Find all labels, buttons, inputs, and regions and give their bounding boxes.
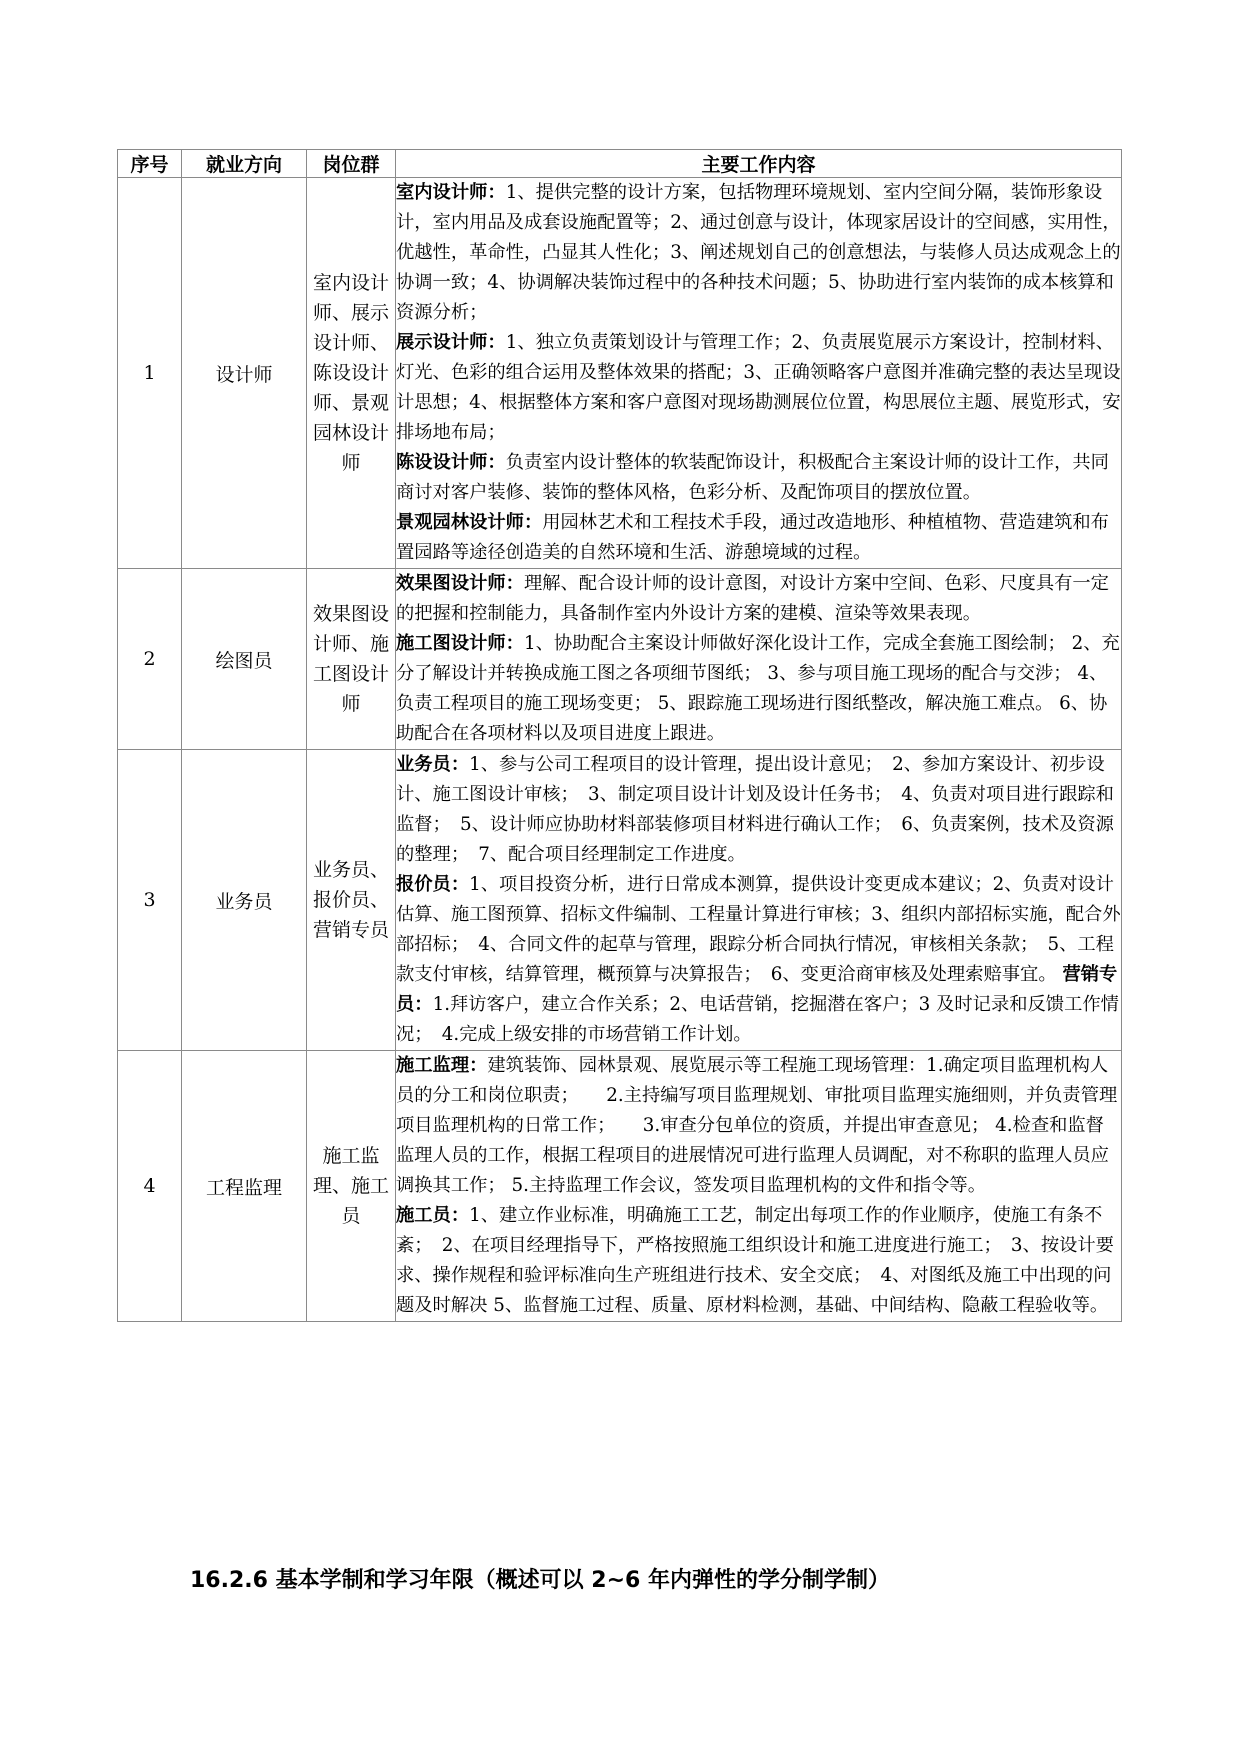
role-text: 1、建立作业标准，明确施工工艺，制定出每项工作的作业顺序，使施工有条不紊； 2、在项目经理指导下，严格按照施工组织设计和施工进度进行施工； 3、按设计要求、操作规程和验评标准向生产班组进行技术、安全交底； 4、对图纸及施工中出现的问题及时解决 5、监督施工过程、质量、原材料检测，基础、中间结构、隐蔽工程验收等。 <box>396 1205 1114 1316</box>
role-text: 1.拜访客户，建立合作关系；2、电话营销，挖掘潜在客户；3 及时记录和反馈工作情况； 4.完成上级安排的市场营销工作计划。 <box>396 994 1119 1045</box>
role-text: 1、参与公司工程项目的设计管理，提出设计意见； 2、参加方案设计、初步设计、施工图设计审核； 3、制定项目设计计划及设计任务书； 4、负责对项目进行跟踪和监督； 5、设计师应协助材料部装修项目材料进行确认工作； 6、负责案例，技术及资源的整理； 7、配合项目经理制定工作进度。 <box>396 754 1114 865</box>
row-number: 1 <box>118 178 182 569</box>
role-entry <box>396 629 1121 749</box>
role-entry <box>396 508 1121 568</box>
role-name: 陈设设计师： <box>396 452 506 473</box>
role-entry <box>396 1201 1121 1321</box>
table-row <box>118 750 1122 1051</box>
row-content <box>396 750 1122 1051</box>
role-text: 1、协助配合主案设计师做好深化设计工作，完成全套施工图绘制； 2、充分了解设计并转换成施工图之各项细节图纸； 3、参与项目施工现场的配合与交涉； 4、负责工程项目的施工现场变更； 5、跟踪施工现场进行图纸整改，解决施工难点。 6、协助配合在各项材料以及项目进度上跟进。 <box>396 633 1120 744</box>
table-row <box>118 569 1122 750</box>
role-name: 施工监理： <box>396 1055 488 1076</box>
section-heading: 16.2.6 基本学制和学习年限（概述可以 2~6 年内弹性的学分制学制） <box>190 1568 890 1593</box>
row-direction: 设计师 <box>182 178 307 569</box>
table-header-row <box>118 150 1122 178</box>
role-text: 理解、配合设计师的设计意图，对设计方案中空间、色彩、尺度具有一定的把握和控制能力，具备制作室内外设计方案的建模、渲染等效果表现。 <box>396 573 1109 624</box>
role-name: 效果图设计师： <box>396 573 524 594</box>
table-row <box>118 1051 1122 1322</box>
role-entry <box>396 178 1121 328</box>
role-text: 1、项目投资分析，进行日常成本测算，提供设计变更成本建议；2、负责对设计估算、施工图预算、招标文件编制、工程量计算进行审核；3、组织内部招标实施，配合外部招标； 4、合同文件的起草与管理，跟踪分析合同执行情况，审核相关条款； 5、工程款支付审核，结算管理，概预算与决算报告； 6、变更洽商审核及处理索赔事宜。 <box>396 874 1121 985</box>
role-entry <box>396 569 1121 629</box>
header-content: 主要工作内容 <box>396 150 1122 178</box>
role-name: 业务员： <box>396 754 470 775</box>
row-direction: 工程监理 <box>182 1051 307 1322</box>
row-group: 施工监理、施工员 <box>307 1051 396 1322</box>
row-group: 业务员、报价员、营销专员 <box>307 750 396 1051</box>
role-name: 营销专员： <box>396 964 1118 1015</box>
role-name: 报价员： <box>396 874 470 895</box>
role-name: 施工员： <box>396 1205 470 1226</box>
header-direction: 就业方向 <box>182 150 307 178</box>
row-direction: 业务员 <box>182 750 307 1051</box>
role-entry <box>396 750 1121 870</box>
role-name: 施工图设计师： <box>396 633 524 654</box>
row-number: 3 <box>118 750 182 1051</box>
header-number: 序号 <box>118 150 182 178</box>
row-direction: 绘图员 <box>182 569 307 750</box>
role-entry <box>396 448 1121 508</box>
row-number: 4 <box>118 1051 182 1322</box>
row-content <box>396 178 1122 569</box>
role-text: 1、独立负责策划设计与管理工作；2、负责展览展示方案设计，控制材料、灯光、色彩的组合运用及整体效果的搭配；3、正确领略客户意图并准确完整的表达呈现设计思想；4、根据整体方案和客户意图对现场勘测展位位置，构思展位主题、展览形式，安排场地布局； <box>396 332 1121 443</box>
role-entry <box>396 1051 1121 1201</box>
table-row <box>118 178 1122 569</box>
role-text: 建筑装饰、园林景观、展览展示等工程施工现场管理：1.确定项目监理机构人员的分工和岗位职责； 2.主持编写项目监理规划、审批项目监理实施细则，并负责管理项目监理机构的日常工作； 3.审查分包单位的资质，并提出审查意见； 4.检查和监督监理人员的工作，根据工程项目的进展情况可进行监理人员调配，对不称职的监理人员应调换其工作； 5.主持监理工作会议，签发项目监理机构的文件和指令等。 <box>396 1055 1118 1196</box>
role-text: 用园林艺术和工程技术手段，通过改造地形、种植植物、营造建筑和布置园路等途径创造美的自然环境和生活、游憩境域的过程。 <box>396 512 1109 563</box>
row-content <box>396 569 1122 750</box>
role-name: 室内设计师： <box>396 182 506 203</box>
row-group: 效果图设计师、施工图设计师 <box>307 569 396 750</box>
role-text: 负责室内设计整体的软装配饰设计，积极配合主案设计师的设计工作，共同商讨对客户装修、装饰的整体风格，色彩分析、及配饰项目的摆放位置。 <box>396 452 1109 503</box>
employment-table <box>117 149 1122 1322</box>
role-text: 1、提供完整的设计方案，包括物理环境规划、室内空间分隔，装饰形象设计，室内用品及成套设施配置等；2、通过创意与设计，体现家居设计的空间感，实用性，优越性，革命性，凸显其人性化；3、阐述规划自己的创意想法，与装修人员达成观念上的协调一致；4、协调解决装饰过程中的各种技术问题；5、协助进行室内装饰的成本核算和资源分析； <box>396 182 1121 323</box>
row-group: 室内设计师、展示设计师、陈设设计师、景观园林设计师 <box>307 178 396 569</box>
role-name: 景观园林设计师： <box>396 512 543 533</box>
row-content <box>396 1051 1122 1322</box>
header-group: 岗位群 <box>307 150 396 178</box>
role-entry <box>396 328 1121 448</box>
role-entry <box>396 874 1121 985</box>
row-number: 2 <box>118 569 182 750</box>
role-name: 展示设计师： <box>396 332 506 353</box>
